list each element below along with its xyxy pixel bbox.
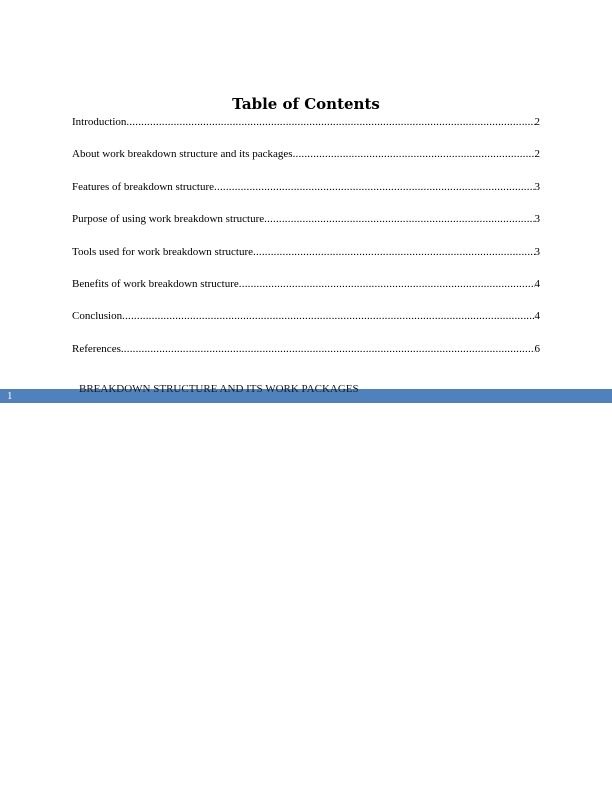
toc-entry-about-wbs[interactable]: [72, 146, 540, 162]
toc-entry-label: Features of breakdown structure: [72, 180, 215, 193]
toc-dot-leader: [214, 179, 534, 195]
toc-entry-label: Tools used for work breakdown structure: [72, 245, 253, 258]
toc-dot-leader: [126, 114, 534, 130]
toc-dot-leader: [253, 244, 535, 260]
toc-entry-page: 6: [534, 342, 540, 355]
toc-entry-page: 3: [534, 245, 540, 258]
toc-dot-leader: [264, 211, 534, 227]
toc-entry-purpose[interactable]: [72, 211, 540, 227]
toc-dot-leader: [121, 341, 535, 357]
toc-entry-page: 3: [534, 213, 540, 226]
toc-entry-introduction[interactable]: [72, 114, 540, 130]
toc-entry-references[interactable]: [72, 341, 540, 357]
toc-entry-label: Introduction: [72, 116, 127, 128]
toc-entry-label: Benefits of work breakdown structure: [72, 277, 239, 290]
toc-entry-label: References: [72, 342, 121, 355]
page-number: 1: [7, 390, 13, 402]
toc-entry-page: 4: [534, 310, 540, 323]
toc-entry-label: About work breakdown structure and its packages: [72, 148, 293, 161]
toc-entry-page: 2: [534, 116, 540, 128]
toc-dot-leader: [122, 308, 534, 324]
running-header-title: BREAKDOWN STRUCTURE AND ITS WORK PACKAGES: [79, 383, 359, 395]
toc-list: [72, 114, 540, 373]
toc-entry-features[interactable]: [72, 179, 540, 195]
toc-dot-leader: [239, 276, 535, 292]
toc-entry-page: 3: [534, 180, 540, 193]
toc-entry-page: 4: [534, 277, 540, 290]
toc-entry-benefits[interactable]: [72, 276, 540, 292]
toc-dot-leader: [293, 146, 535, 162]
toc-title: Table of Contents: [232, 95, 380, 113]
toc-entry-label: Purpose of using work breakdown structure: [72, 213, 265, 226]
toc-entry-tools[interactable]: [72, 244, 540, 260]
toc-entry-conclusion[interactable]: [72, 308, 540, 324]
toc-entry-page: 2: [534, 148, 540, 161]
toc-entry-label: Conclusion: [72, 310, 123, 323]
